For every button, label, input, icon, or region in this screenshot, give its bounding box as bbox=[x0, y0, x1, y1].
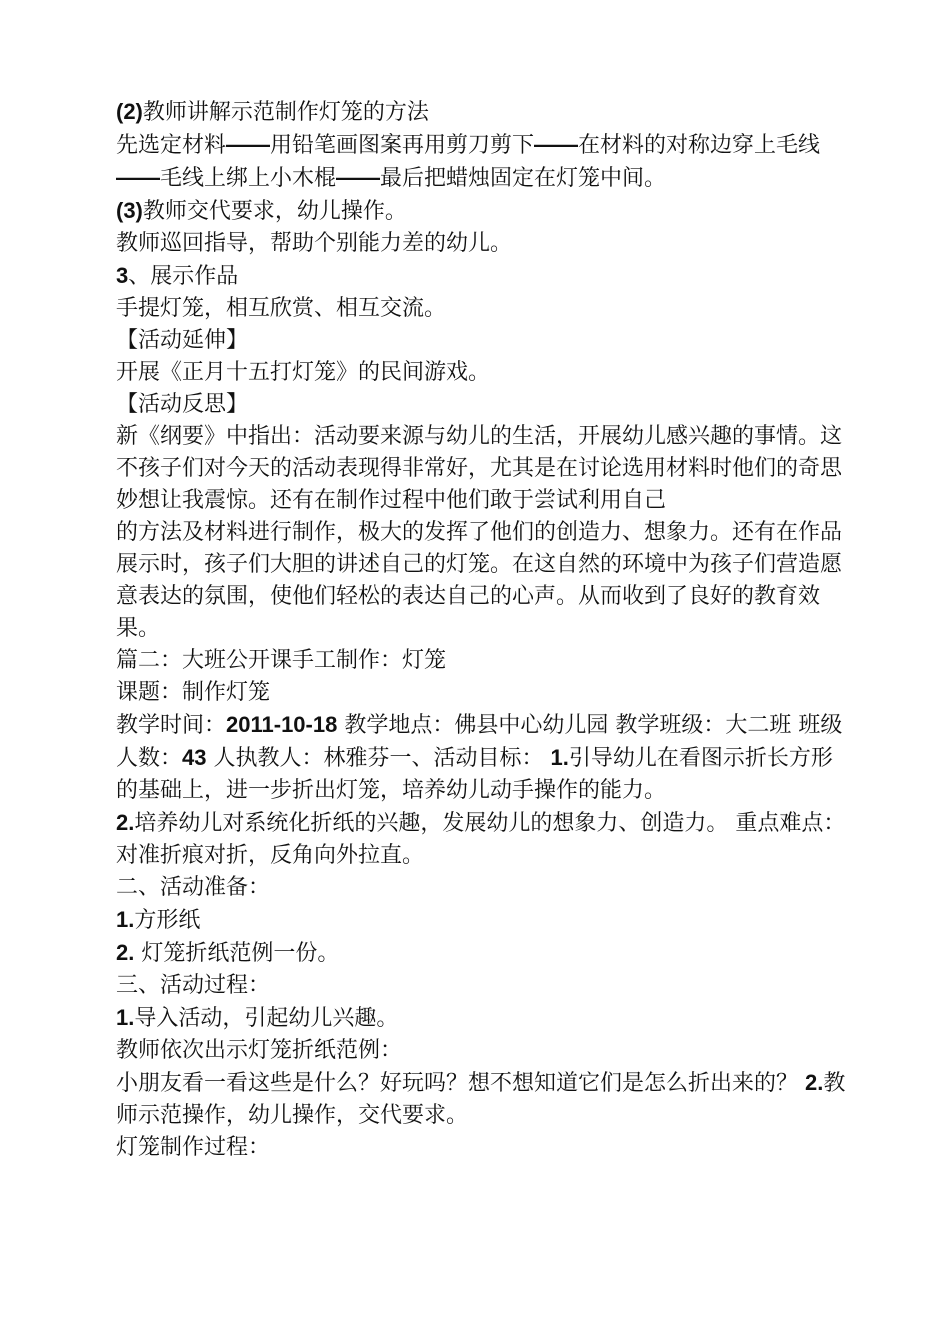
paragraph bbox=[116, 357, 846, 389]
text-run: 43 bbox=[182, 745, 207, 770]
paragraph bbox=[116, 96, 846, 129]
text-run: —— bbox=[116, 165, 160, 190]
text-run: 2011-10-18 bbox=[226, 712, 338, 737]
paragraph bbox=[116, 1035, 846, 1067]
paragraph bbox=[116, 517, 846, 645]
paragraph bbox=[116, 904, 846, 937]
paragraph bbox=[116, 260, 846, 293]
text-run: 导入活动，引起幼儿兴趣。 bbox=[134, 1006, 399, 1031]
text-run: 教师讲解示范制作灯笼的方法 bbox=[142, 100, 429, 125]
paragraph bbox=[116, 129, 846, 195]
paragraph bbox=[116, 807, 846, 872]
text-run: 小朋友看一看这些是什么？好玩吗？想不想知道它们是怎么折出来的？ bbox=[116, 1071, 805, 1096]
paragraph bbox=[116, 1067, 846, 1132]
paragraph bbox=[116, 677, 846, 709]
text-run: 2. bbox=[116, 940, 135, 965]
text-run: (3) bbox=[116, 198, 143, 223]
paragraph bbox=[116, 970, 846, 1002]
text-run: 【活动延伸】 bbox=[116, 328, 249, 353]
paragraph bbox=[116, 709, 846, 807]
text-run: —— bbox=[336, 165, 381, 190]
text-run: —— bbox=[226, 132, 271, 157]
text-run: 、展示作品 bbox=[128, 264, 239, 289]
document-body bbox=[116, 96, 846, 1164]
text-run: 1. bbox=[550, 745, 569, 770]
text-run: 教学地点：佛县中心幼儿园 教学班级：大二班 班级人数： bbox=[116, 713, 843, 771]
paragraph bbox=[116, 645, 846, 677]
text-run: 的方法及材料进行制作，极大的发挥了他们的创造力、想象力。还有在作品展示时，孩子们大胆的讲述自己的灯笼。在这自然的环境中为孩子们营造愿意表达的氛围，使他们轻松的表达自己的心声。从而收到了良好的教育效果。 bbox=[116, 520, 843, 641]
paragraph bbox=[116, 228, 846, 260]
text-run: 教学时间： bbox=[116, 713, 227, 738]
text-run: 用铅笔画图案再用剪刀剪下 bbox=[270, 133, 535, 158]
paragraph bbox=[116, 293, 846, 325]
text-run: 1. bbox=[116, 907, 135, 932]
text-run: 最后把蜡烛固定在灯笼中间。 bbox=[380, 166, 667, 191]
paragraph bbox=[116, 872, 846, 904]
text-run: 开展《正月十五打灯笼》的民间游戏。 bbox=[116, 360, 491, 385]
paragraph bbox=[116, 421, 846, 517]
text-run: 培养幼儿对系统化折纸的兴趣，发展幼儿的想象力、创造力。 重点难点：对准折痕对折，反角向外拉直。 bbox=[116, 811, 846, 868]
paragraph bbox=[116, 937, 846, 970]
paragraph bbox=[116, 1002, 846, 1035]
text-run: 课题：制作灯笼 bbox=[116, 680, 271, 705]
text-run: 方形纸 bbox=[134, 908, 201, 933]
paragraph bbox=[116, 195, 846, 228]
paragraph bbox=[116, 389, 846, 421]
text-run: 教师示范操作，幼儿操作，交代要求。 bbox=[116, 1071, 846, 1128]
text-run: 1. bbox=[116, 1005, 135, 1030]
text-run: 灯笼制作过程： bbox=[116, 1135, 271, 1160]
text-run: 三、活动过程： bbox=[116, 973, 271, 998]
paragraph bbox=[116, 1132, 846, 1164]
text-run: 新《纲要》中指出：活动要来源与幼儿的生活，开展幼儿感兴趣的事情。这不孩子们对今天的活动表现得非常好，尤其是在讨论选用材料时他们的奇思妙想让我震惊。还有在制作过程中他们敢于尝试利用自己 bbox=[116, 424, 843, 513]
text-run: 篇二：大班公开课手工制作：灯笼 bbox=[116, 648, 447, 673]
text-run: 2. bbox=[805, 1070, 824, 1095]
text-run: 2. bbox=[116, 810, 135, 835]
text-run: 3 bbox=[116, 263, 129, 288]
text-run: 二、活动准备： bbox=[116, 875, 271, 900]
text-run: 毛线上绑上小木棍 bbox=[160, 166, 337, 191]
paragraph bbox=[116, 325, 846, 357]
text-run: 灯笼折纸范例一份。 bbox=[134, 941, 340, 966]
text-run: 先选定材料 bbox=[116, 133, 227, 158]
text-run: 手提灯笼，相互欣赏、相互交流。 bbox=[116, 296, 447, 321]
text-run: 教师交代要求，幼儿操作。 bbox=[142, 199, 407, 224]
text-run: 引导幼儿在看图示折长方形的基础上，进一步折出灯笼，培养幼儿动手操作的能力。 bbox=[116, 746, 833, 803]
text-run: 教师巡回指导，帮助个别能力差的幼儿。 bbox=[116, 231, 513, 256]
text-run: 人执教人：林雅芬一、活动目标： bbox=[206, 746, 551, 771]
text-run: 在材料的对称边穿上毛线 bbox=[578, 133, 821, 158]
text-run: 【活动反思】 bbox=[116, 392, 249, 417]
text-run: (2) bbox=[116, 99, 143, 124]
text-run: —— bbox=[534, 132, 579, 157]
text-run: 教师依次出示灯笼折纸范例： bbox=[116, 1038, 403, 1063]
